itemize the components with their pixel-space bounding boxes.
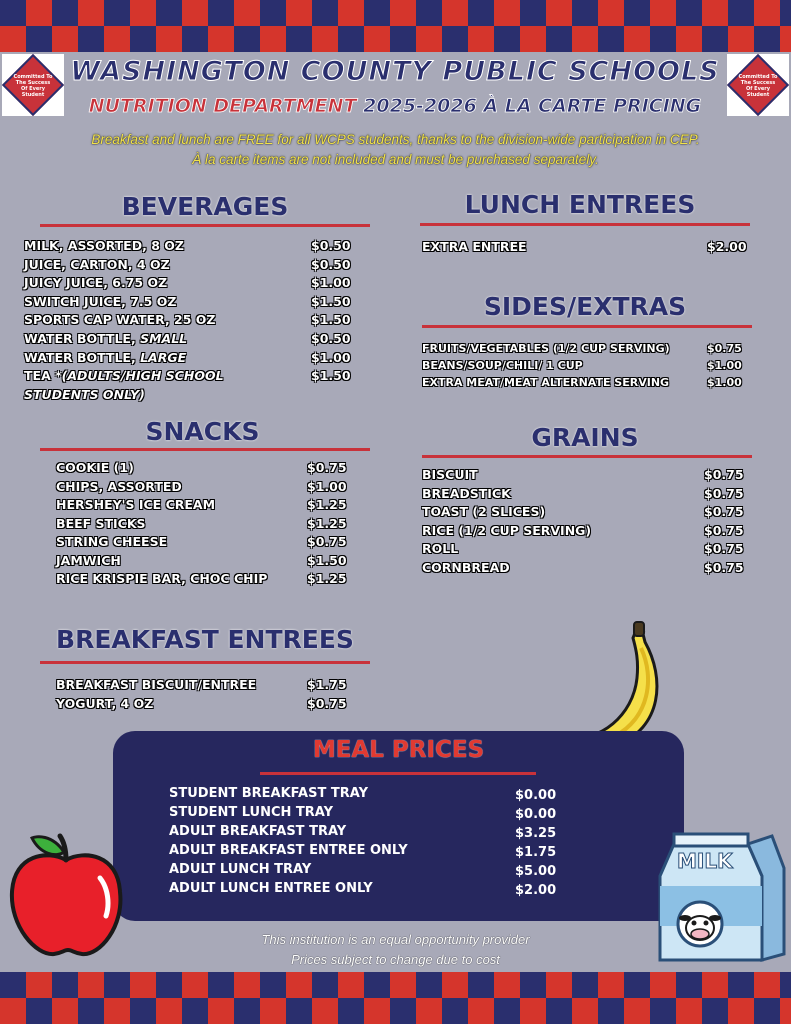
snack-item-name: HERSHEY'S ICE CREAM <box>56 497 216 512</box>
beverage-item-price: $1.50 <box>311 368 351 384</box>
footer-equal-opportunity: This institution is an equal opportunity provider <box>261 932 530 947</box>
beverage-item-name: SWITCH JUICE, 7.5 OZ <box>24 293 177 309</box>
breakfast-item-name: YOGURT, 4 OZ <box>56 695 154 711</box>
grain-item-price: $0.75 <box>704 467 744 482</box>
meal-price-item-price: $0.00 <box>515 807 557 822</box>
beverage-item-name: MILK, ASSORTED, 8 OZ <box>24 238 184 253</box>
meal-price-item-name: STUDENT BREAKFAST TRAY <box>169 786 368 801</box>
grain-item-name: BISCUIT <box>422 467 478 482</box>
grain-item-name: RICE (1/2 CUP SERVING) <box>422 522 592 538</box>
snack-item-price: $1.25 <box>307 515 347 531</box>
meal-price-item-price: $2.00 <box>515 883 557 898</box>
beverage-item-name: TEA *(ADULTS/HIGH SCHOOL <box>24 368 224 384</box>
footer-price-note: Prices subject to change due to cost <box>291 952 500 967</box>
side-item-price: $1.00 <box>707 376 742 389</box>
breakfast-item-price: $1.75 <box>307 677 347 692</box>
meal-price-item-name: STUDENT LUNCH TRAY <box>169 805 334 820</box>
snack-item-price: $1.25 <box>307 497 347 512</box>
snack-item-name: RICE KRISPIE BAR, CHOC CHIP <box>56 571 268 586</box>
snack-item-name: STRING CHEESE <box>56 534 168 549</box>
breakfast-heading: BREAKFAST ENTREES <box>56 625 354 654</box>
beverage-item-price: $1.00 <box>311 275 351 291</box>
grain-item-price: $0.75 <box>704 522 744 538</box>
lunch-rule <box>420 223 750 226</box>
beverage-item-price: $1.50 <box>311 293 351 309</box>
grain-item-price: $0.75 <box>704 541 744 556</box>
snack-item-price: $1.00 <box>307 478 347 494</box>
beverage-item-name: WATER BOTTLE, LARGE <box>24 349 187 365</box>
lunch-item-price: $2.00 <box>707 239 747 254</box>
lunch-heading: LUNCH ENTREES <box>464 190 696 219</box>
subtitle-department: NUTRITION DEPARTMENT <box>88 95 357 117</box>
beverage-item-price: $0.50 <box>311 331 351 346</box>
beverage-item-name: WATER BOTTLE, SMALL <box>24 331 188 346</box>
snacks-heading: SNACKS <box>145 417 260 446</box>
meal-price-item-name: ADULT LUNCH ENTREE ONLY <box>169 881 373 896</box>
meal-prices-rule <box>260 772 536 775</box>
sides-heading: SIDES/EXTRAS <box>483 292 687 321</box>
tea-note-line2: STUDENTS ONLY) <box>24 387 145 402</box>
page-subtitle <box>70 95 720 117</box>
wcps-logo-left: Committed To The Success Of Every Student <box>2 54 64 116</box>
beverage-item-name: JUICY JUICE, 6.75 OZ <box>24 275 168 291</box>
grain-item-name: CORNBREAD <box>422 559 510 575</box>
grains-rule <box>422 455 752 458</box>
meal-price-item-name: ADULT LUNCH TRAY <box>169 862 312 877</box>
intro-line-2: À la carte items are not included and must be purchased separately. <box>192 152 599 167</box>
side-item-name: FRUITS/VEGETABLES (1/2 CUP SERVING) <box>422 342 670 355</box>
snack-item-name: CHIPS, ASSORTED <box>56 478 182 494</box>
grain-item-name: TOAST (2 SLICES) <box>422 504 546 519</box>
side-item-price: $1.00 <box>707 359 742 372</box>
grain-item-name: ROLL <box>422 541 459 556</box>
breakfast-item-price: $0.75 <box>307 695 347 711</box>
grain-item-name: BREADSTICK <box>422 485 511 501</box>
meal-price-item-price: $0.00 <box>515 788 557 803</box>
side-item-name: BEANS/SOUP/CHILI/ 1 CUP <box>422 359 583 372</box>
milk-carton-icon <box>652 830 788 968</box>
snack-item-name: BEEF STICKS <box>56 515 146 531</box>
side-item-name: EXTRA MEAT/MEAT ALTERNATE SERVING <box>422 376 670 389</box>
meal-price-item-price: $1.75 <box>515 845 557 860</box>
snack-item-price: $1.50 <box>307 552 347 568</box>
checker-border-bottom <box>0 972 791 1024</box>
milk-label: MILK <box>677 849 733 873</box>
snack-item-price: $0.75 <box>307 460 347 475</box>
meal-prices-box <box>113 731 684 921</box>
meal-price-item-name: ADULT BREAKFAST ENTREE ONLY <box>169 843 408 858</box>
sides-rule <box>422 325 752 328</box>
subtitle-year: 2025-2026 À LA CARTE PRICING <box>363 95 702 117</box>
grains-heading: GRAINS <box>531 423 639 452</box>
snack-item-name: JAMWICH <box>56 552 121 568</box>
grain-item-price: $0.75 <box>704 504 744 519</box>
beverage-item-price: $0.50 <box>311 256 351 272</box>
grain-item-price: $0.75 <box>704 485 744 501</box>
beverages-rule <box>40 224 370 227</box>
side-item-price: $0.75 <box>707 342 742 355</box>
snack-item-price: $1.25 <box>307 571 347 586</box>
lunch-item-name: EXTRA ENTREE <box>422 239 527 254</box>
intro-line-1: Breakfast and lunch are FREE for all WCPS students, thanks to the division-wide participation in CEP. <box>91 132 700 147</box>
checker-border-top <box>0 0 791 52</box>
beverage-item-price: $1.00 <box>311 349 351 365</box>
beverage-item-name: JUICE, CARTON, 4 OZ <box>24 256 170 272</box>
beverage-item-price: $0.50 <box>311 238 351 253</box>
snack-item-price: $0.75 <box>307 534 347 549</box>
meal-price-item-name: ADULT BREAKFAST TRAY <box>169 824 347 839</box>
beverage-item-name: SPORTS CAP WATER, 25 OZ <box>24 312 216 328</box>
wcps-logo-right: Committed To The Success Of Every Student <box>727 54 789 116</box>
meal-prices-heading: MEAL PRICES <box>312 737 485 763</box>
breakfast-rule <box>40 661 370 664</box>
snacks-rule <box>40 448 370 451</box>
beverage-item-price: $1.50 <box>311 312 351 328</box>
meal-price-item-price: $5.00 <box>515 864 557 879</box>
grain-item-price: $0.75 <box>704 559 744 575</box>
snack-item-name: COOKIE (1) <box>56 460 134 475</box>
beverages-heading: BEVERAGES <box>121 192 289 221</box>
meal-price-item-price: $3.25 <box>515 826 557 841</box>
page-title: WASHINGTON COUNTY PUBLIC SCHOOLS <box>70 56 720 87</box>
breakfast-item-name: BREAKFAST BISCUIT/ENTREE <box>56 677 257 692</box>
